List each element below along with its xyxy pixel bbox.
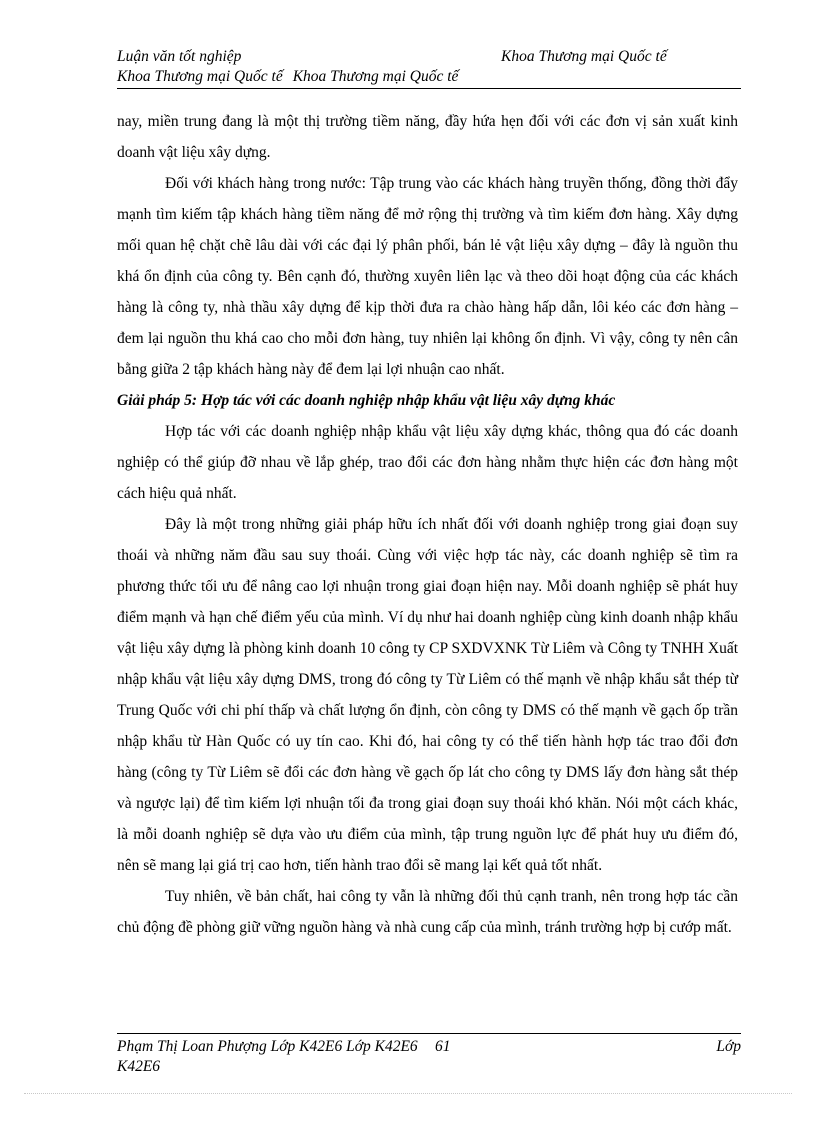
paragraph-continuation: nay, miền trung đang là một thị trường tiềm năng, đầy hứa hẹn đối với các đơn vị sản xuất kinh doanh vật liệu xây dựng. xyxy=(117,113,738,161)
paragraph-cooperation-intro: Hợp tác với các doanh nghiệp nhập khẩu vật liệu xây dựng khác, thông qua đó các doanh nghiệp có thể giúp đỡ nhau về lắp ghép, trao đổi các đơn hàng nhằm thực hiện các đơn hàng một cách hiệu quả nhất. xyxy=(117,423,738,502)
header-thesis-title: Luận văn tốt nghiệp xyxy=(117,48,242,65)
section-heading-solution-5: Giải pháp 5: Hợp tác với các doanh nghiệp nhập khẩu vật liệu xây dựng khác xyxy=(117,392,616,409)
page-bottom-dotted-rule xyxy=(24,1093,792,1094)
paragraph-cooperation-caution: Tuy nhiên, về bản chất, hai công ty vẫn là những đối thủ cạnh tranh, nên trong hợp tác cần chủ động đề phòng giữ vững nguồn hàng và nhà cung cấp của mình, tránh trường hợp bị cướp mất. xyxy=(117,888,738,936)
footer-class-label: Lớp xyxy=(716,1038,741,1055)
footer-class-code: K42E6 xyxy=(117,1058,161,1075)
document-body xyxy=(117,106,738,943)
header-rule xyxy=(117,88,741,89)
footer-line-1 xyxy=(117,1037,741,1057)
page-header xyxy=(117,47,741,87)
footer-page-number: 61 xyxy=(435,1038,451,1055)
paragraph-cooperation-example: Đây là một trong những giải pháp hữu ích nhất đối với doanh nghiệp trong giai đoạn suy thoái và những năm đầu sau suy thoái. Cùng với việc hợp tác này, các doanh nghiệp sẽ tìm ra phương thức tối ưu để nâng cao lợi nhuận trong giai đoạn hiện nay. Mỗi doanh nghiệp sẽ phát huy điểm mạnh và hạn chế điểm yếu của mình. Ví dụ như hai doanh nghiệp cùng kinh doanh nhập khẩu vật liệu xây dựng là phòng kinh doanh 10 công ty CP SXDVXNK Từ Liêm và Công ty TNHH Xuất nhập khẩu vật liệu xây dựng DMS, trong đó công ty Từ Liêm có thế mạnh về nhập khẩu sắt thép từ Trung Quốc với chi phí thấp và chất lượng ổn định, còn công ty DMS có thế mạnh về gạch ốp trần nhập khẩu từ Hàn Quốc có uy tín cao. Khi đó, hai công ty có thể tiến hành hợp tác trao đổi đơn hàng (công ty Từ Liêm sẽ đổi các đơn hàng về gạch ốp lát cho công ty DMS lấy đơn hàng sắt thép và ngược lại) để tìm kiếm lợi nhuận tối đa trong giai đoạn suy thoái khó khăn. Nói một cách khác, là mỗi doanh nghiệp sẽ dựa vào ưu điểm của mình, tập trung nguồn lực để phát huy ưu điểm đó, nên sẽ mang lại giá trị cao hơn, tiến hành trao đổi sẽ mang lại kết quả tốt nhất. xyxy=(117,516,738,874)
paragraph-domestic-customers: Đối với khách hàng trong nước: Tập trung vào các khách hàng truyền thống, đồng thời đẩy mạnh tìm kiếm tập khách hàng tiềm năng để mở rộng thị trường và tìm kiếm đơn hàng. Xây dựng mối quan hệ chặt chẽ lâu dài với các đại lý phân phối, bán lẻ vật liệu xây dựng – đây là nguồn thu khá ổn định của công ty. Bên cạnh đó, thường xuyên liên lạc và theo dõi hoạt động của các khách hàng là công ty, nhà thầu xây dựng để kịp thời đưa ra chào hàng hấp dẫn, lôi kéo các đơn hàng – đem lại nguồn thu khá cao cho mỗi đơn hàng, tuy nhiên lại không ổn định. Vì vậy, công ty nên cân bằng giữa 2 tập khách hàng này để đem lại lợi nhuận cao nhất. xyxy=(117,175,738,378)
header-line-2 xyxy=(117,67,741,87)
header-faculty-repeat-a: Khoa Thương mại Quốc tế xyxy=(117,68,283,85)
header-faculty-repeat-b: Khoa Thương mại Quốc tế xyxy=(292,68,459,85)
header-line-1 xyxy=(117,47,741,67)
header-faculty-title: Khoa Thương mại Quốc tế xyxy=(501,48,667,65)
footer-author-class: Phạm Thị Loan Phượng Lớp K42E6 Lớp K42E6 xyxy=(117,1038,418,1055)
page-footer xyxy=(117,1037,741,1077)
footer-rule xyxy=(117,1033,741,1034)
